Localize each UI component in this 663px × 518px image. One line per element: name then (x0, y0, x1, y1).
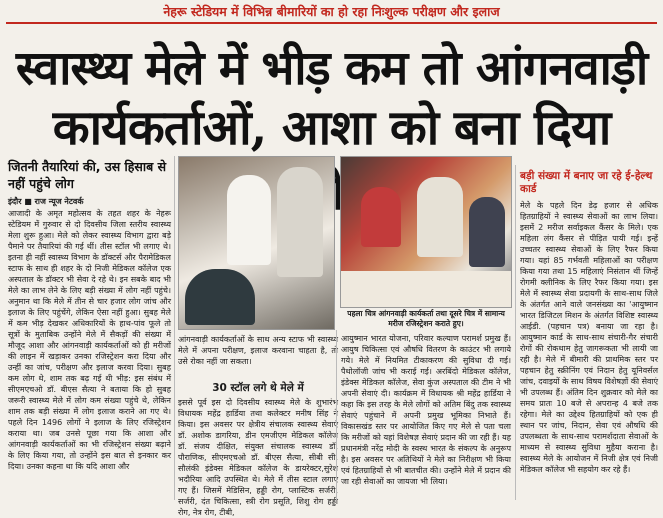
photo-figure (185, 269, 255, 325)
article-column-1: आजादी के अमृत महोत्सव के तहत शहर के नेहरू स्टेडियम में गुरुवार से दो दिवसीय जिला स्तरीय स्वास्थ्य मेला शुरू हुआ। मेले को लेकर स्वास्थ्य विभाग द्वारा बड़े पैमाने पर तैयारियां की गई थीं। तीस स्टॉल भी लगाए थे। इतना ही नहीं स्वास्थ्य विभाग के डॉक्टर्स और पैरामेडिकल स्टाफ के साथ ही शहर के दो निजी मेडिकल कॉलेज एक अस्पताल के डॉक्टर भी सेवा दे रहे थे। इन सबके बाद भी मेले का लाभ लेने के लिए बड़ी संख्या में लोग नहीं पहुंचे। अनुमान था कि मेले में तीन से चार हजार लोग जांच और इलाज के लिए पहुंचेंगे, लेकिन ऐसा नहीं हुआ। सुबह मेले में कम भीड़ देखकर अधिकारियों के हाथ-पांव फूले तो सूत्रों के मुताबिक उन्होंने मेले में सैकड़ों की संख्या में मौजूद आशा और आंगनवाड़ी कार्यकर्ताओं को ही मरीजों की लाइन में खड़ाकर उनका रजिस्ट्रेशन करा दिया और उन्हीं का जांच, परीक्षण और इलाज करवा दिया। सुबह कम लोग थे, शाम तक बढ़ गई थी भीड़: इस संबंध में सीएमएचओ डॉ. बीएस सैत्या ने बताया कि हो सुबह जरूरी स्वास्थ्य मेले में लोग कम संख्या पहुंचे थे, लेकिन शाम तक बड़ी संख्या में लोग इलाज कराने आ गए थे। पहले दिन 1496 लोगों ने इलाज के लिए रजिस्ट्रेशन कराया था। जब उनसे पूछा गया कि आशा और आंगनवाड़ी कार्यकर्ताओं का भी रजिस्ट्रेशन संख्या बढ़ाने के लिए किया गया, तो उन्होंने इस बात से इनकार कर दिया। उनका कहना था कि यदि आशा और (8, 209, 171, 471)
sub-headline: जितनी तैयारियां की, उस हिसाब से नहीं पहुंचे लोग (8, 159, 167, 191)
photo-figure (417, 177, 463, 257)
article-column-4: मेले के पहले दिन डेढ़ हजार से अधिक हितग्राहियों ने स्वास्थ्य सेवाओं का लाभ लिया। इसमें 2 मरीज सर्वाइकल कैंसर के मिले। एक महिला लंग कैंसर से पीड़ित पायी गई। इन्हें उच्चतर स्वास्थ्य सेवाओं के लिए रैफर किया गया। यहां 85 गर्भवती महिलाओं का परीक्षण किया गया तथा 15 महिलाएं निसंतान थीं जिन्हें रोगमी क्लीनिक के लिए रैफर किया गया। इस मेले में स्वास्थ्य सेवा प्रदायगी के साथ-साथ जिले के अंतर्गत आने वाले जनसंख्या का 'आयुष्मान भारत डिजिटल मिशन के अंतर्गत विशिष्ट स्वास्थ्य आईडी. (पहचान पत्र) बनाया जा रहा है। आयुष्मान कार्ड के साथ-साथ संचारी-गैर संचारी रोगों की रोकथाम हेतु जागरूकता भी लायी जा रही है। मेले में बीमारी की प्राथमिक स्तर पर पहचान हेतु स्क्रीनिंग एवं निदान हेतु यूनिवर्सल जांच, दवाइयों के साथ विषय विशेषज्ञों की सेवाएं भी उपलब्ध हैं। अंतिम दिन शुक्रवार को मेले का समय प्रातः 10 बजे से अपरान्ह 4 बजे तक रहेगा। मेले का उद्देश्य हितग्राहियों को एक ही स्थान पर जांच, निदान, सेवा एवं औषधि की उपलब्धता के साथ-साथ परामर्शदाता सेवाओं के माध्यम से स्वास्थ्य सुविधा मुहैया कराना है। स्वास्थ्य मेले के आयोजन में निजी क्षेत्र एवं निजी मेडिकल कॉलेज भी सहयोग कर रहे हैं। (520, 201, 658, 474)
side-photo (340, 156, 512, 308)
main-photo (178, 156, 335, 330)
article-column-3: आयुष्मान भारत योजना, परिवार कल्याण परामर्श प्रमुख हैं। आयुष चिकित्सा एवं औषधि वितरण के काउंटर भी लगाये गये। मेले में नियमित टीकाकरण की सुविधा दी गई। पैथोलॉजी जांच भी कराई गई। अरबिंदो मेडिकल कॉलेज, इंडेक्स मेडिकल कॉलेज, सेवा कुंज अस्पताल की टीम ने भी अपनी सेवाएं दी। कार्यक्रम में विधायक श्री महेंद्र हार्डिया ने कहा कि इस तरह के मेले लोगों को अतिम बिंदु तक स्वास्थ्य सेवाएं पहुंचाने में अपनी प्रमुख भूमिका निभाते हैं। विकासखंड स्तर पर आयोजित किए गए मेले से पता चला कि मरीजों को यहां विशेषज्ञ सेवाएं प्रदान की जा रही हैं। यह प्रधानमंत्री नरेंद्र मोदी के स्वस्थ भारत के संकल्प के अनुरूप है। इस अवसर पर अतिथियों ने मेले का निरीक्षण भी किया एवं हितग्राहियों से भी बातचीत की। उन्होंने मेले में प्रदान की जा रही सेवाओं का जायजा भी लिया। (341, 334, 511, 486)
headline-line-2: कार्यकर्ताओं, आशा को बना दिया (52, 100, 611, 156)
photo-figure (469, 197, 505, 267)
top-rule (6, 22, 657, 24)
kicker: नेहरू स्टेडियम में विभिन्न बीमारियों का हो रहा निःशुल्क परीक्षण और इलाज (163, 4, 500, 19)
vertical-rule-3 (515, 165, 516, 500)
headline-line-1: स्वास्थ्य मेले में भीड़ कम तो आंगनवाड़ी (15, 41, 648, 96)
photo-figure (277, 167, 323, 277)
photo-caption: पहला चित्र आंगनवाड़ी कार्यकर्ता तथा दूसरे चित्र में सामान्य मरीज रजिस्ट्रेशन कराते हुए। (347, 309, 505, 328)
article-column-2-top: आंगनवाड़ी कार्यकर्ताओं के साथ अन्य स्टाफ भी स्वास्थ्य मेले में अपना परीक्षण, इलाज करवाना चाहता है, तो उसे रोका नहीं जा सकता। (178, 335, 338, 366)
photo-figure (361, 187, 401, 247)
box-title: बड़ी संख्या में बनाए जा रहे ई-हेल्थ कार्ड (520, 170, 653, 195)
photo-desk (341, 271, 511, 307)
byline: इंदौर ■ राज न्यूज नेटवर्क (8, 197, 84, 206)
article-column-2-bottom: इससे पूर्व इस दो दिवसीय स्वास्थ्य मेले के शुभारंभ विधायक महेंद्र हार्डिया तथा कलेक्टर मनीष सिंह ने किया। इस अवसर पर क्षेत्रीय संचालक स्वास्थ्य सेवाएं डॉ. अशोक डागरिया, डीन एमजीएम मेडिकल कॉलेज डॉ. संजय दीक्षित, संयुक्त संचालक स्वास्थ्य डॉ. पौराणिक, सीएमएचओ डॉ. बीएस सैत्या, सीबी सी. सौलंकी इंडेक्स मेडिकल कॉलेज के डायरेक्टर,सुरेश भदौरिया आदि उपस्थित थे। मेले में तीस स्टाल लगाए गए हैं। जिसमें मेडिसिन, हड्डी रोग, प्लास्टिक सर्जरी, सर्जरी, दंत चिकित्सा, स्त्री रोग प्रसूति, शिशु रोग हड्डी रोग, नेत्र रोग, टीबी, (178, 398, 338, 517)
vertical-rule-1 (174, 156, 175, 500)
photo-figure (227, 175, 271, 265)
section-heading: 30 स्टॉल लगे थे मेले में (212, 382, 304, 394)
vertical-rule-2 (336, 330, 337, 500)
